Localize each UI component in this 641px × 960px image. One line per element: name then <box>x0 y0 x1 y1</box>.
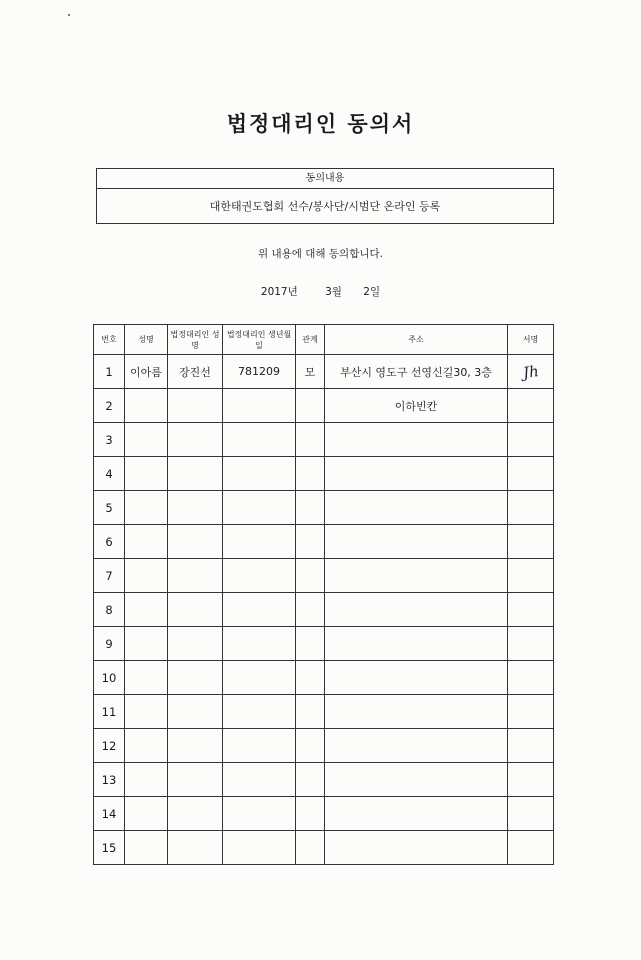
cell-guardian-name <box>168 695 223 729</box>
header-guardian-birth: 법정대리인 생년월일 <box>223 325 296 355</box>
header-signature: 서명 <box>508 325 554 355</box>
table-header-row <box>94 325 554 355</box>
table-row <box>94 559 554 593</box>
cell-signature <box>508 729 554 763</box>
cell-number: 15 <box>94 831 125 865</box>
cell-guardian-birth <box>223 593 296 627</box>
date-year: 2017년 <box>260 286 298 298</box>
cell-signature <box>508 559 554 593</box>
cell-number: 13 <box>94 763 125 797</box>
cell-signature <box>508 627 554 661</box>
cell-signature <box>508 797 554 831</box>
table-row <box>94 389 554 423</box>
table-row <box>94 661 554 695</box>
header-name: 성명 <box>125 325 168 355</box>
document-title: 법정대리인 동의서 <box>226 112 415 136</box>
cell-address <box>325 559 508 593</box>
cell-address <box>325 729 508 763</box>
cell-signature <box>508 355 554 389</box>
cell-guardian-name <box>168 389 223 423</box>
cell-guardian-birth <box>223 491 296 525</box>
cell-guardian-birth <box>223 525 296 559</box>
cell-guardian-birth <box>223 559 296 593</box>
cell-number: 6 <box>94 525 125 559</box>
cell-number: 8 <box>94 593 125 627</box>
cell-number: 5 <box>94 491 125 525</box>
cell-name <box>125 729 168 763</box>
table-row <box>94 627 554 661</box>
cell-relation <box>296 729 325 763</box>
cell-address <box>325 525 508 559</box>
cell-guardian-birth <box>223 627 296 661</box>
header-guardian-name: 법정대리인 성명 <box>168 325 223 355</box>
cell-address <box>325 593 508 627</box>
date-month: 3월 <box>325 286 342 298</box>
date-line <box>0 284 641 299</box>
cell-relation <box>296 423 325 457</box>
scan-speck <box>68 14 70 16</box>
cell-relation <box>296 559 325 593</box>
cell-relation <box>296 661 325 695</box>
cell-relation <box>296 593 325 627</box>
cell-guardian-birth <box>223 695 296 729</box>
cell-name <box>125 661 168 695</box>
cell-address <box>325 695 508 729</box>
cell-name <box>125 389 168 423</box>
cell-number: 12 <box>94 729 125 763</box>
cell-guardian-name <box>168 525 223 559</box>
cell-guardian-birth <box>223 763 296 797</box>
table-row <box>94 457 554 491</box>
cell-name <box>125 559 168 593</box>
cell-signature <box>508 389 554 423</box>
cell-guardian-name <box>168 593 223 627</box>
cell-guardian-birth <box>223 661 296 695</box>
cell-number: 10 <box>94 661 125 695</box>
cell-number: 11 <box>94 695 125 729</box>
header-relation: 관계 <box>296 325 325 355</box>
cell-guardian-birth <box>223 797 296 831</box>
cell-guardian-birth <box>223 457 296 491</box>
cell-name <box>125 695 168 729</box>
consent-header: 동의내용 <box>97 169 553 189</box>
cell-number: 1 <box>94 355 125 389</box>
cell-relation <box>296 525 325 559</box>
cell-relation <box>296 695 325 729</box>
cell-name <box>125 627 168 661</box>
table-row <box>94 729 554 763</box>
cell-number: 14 <box>94 797 125 831</box>
cell-name <box>125 593 168 627</box>
registration-table <box>93 324 554 865</box>
cell-relation: 모 <box>296 355 325 389</box>
cell-number: 7 <box>94 559 125 593</box>
cell-relation <box>296 491 325 525</box>
date-day: 2일 <box>363 286 381 298</box>
cell-signature <box>508 525 554 559</box>
cell-relation <box>296 627 325 661</box>
consent-box <box>96 168 554 224</box>
cell-guardian-name <box>168 559 223 593</box>
cell-number: 9 <box>94 627 125 661</box>
cell-name <box>125 423 168 457</box>
cell-relation <box>296 457 325 491</box>
cell-address <box>325 763 508 797</box>
cell-guardian-birth: 781209 <box>223 355 296 389</box>
cell-guardian-name <box>168 729 223 763</box>
cell-address: 이하빈칸 <box>325 389 508 423</box>
cell-guardian-name: 장진선 <box>168 355 223 389</box>
cell-address <box>325 627 508 661</box>
cell-signature <box>508 593 554 627</box>
consent-body: 대한태권도협회 선수/봉사단/시범단 온라인 등록 <box>209 200 441 213</box>
cell-address <box>325 831 508 865</box>
cell-relation <box>296 763 325 797</box>
cell-signature <box>508 423 554 457</box>
cell-guardian-name <box>168 627 223 661</box>
cell-name <box>125 525 168 559</box>
cell-name: 이아름 <box>125 355 168 389</box>
cell-guardian-name <box>168 491 223 525</box>
table-row <box>94 525 554 559</box>
cell-guardian-name <box>168 763 223 797</box>
cell-address: 부산시 영도구 선영신길30, 3층 <box>325 355 508 389</box>
cell-name <box>125 763 168 797</box>
cell-signature <box>508 763 554 797</box>
agreement-statement: 위 내용에 대해 동의합니다. <box>258 248 383 260</box>
cell-address <box>325 661 508 695</box>
cell-number: 2 <box>94 389 125 423</box>
cell-guardian-name <box>168 423 223 457</box>
cell-name <box>125 797 168 831</box>
cell-signature <box>508 457 554 491</box>
table-row <box>94 695 554 729</box>
header-address: 주소 <box>325 325 508 355</box>
cell-name <box>125 831 168 865</box>
cell-name <box>125 491 168 525</box>
table-row <box>94 491 554 525</box>
cell-guardian-name <box>168 457 223 491</box>
table-row <box>94 355 554 389</box>
cell-name <box>125 457 168 491</box>
cell-relation <box>296 831 325 865</box>
table-row <box>94 423 554 457</box>
cell-guardian-birth <box>223 729 296 763</box>
cell-signature <box>508 831 554 865</box>
cell-guardian-name <box>168 661 223 695</box>
cell-address <box>325 457 508 491</box>
cell-guardian-birth <box>223 831 296 865</box>
cell-relation <box>296 389 325 423</box>
cell-signature <box>508 695 554 729</box>
cell-address <box>325 423 508 457</box>
handwritten-signature: Jh <box>521 361 540 382</box>
cell-number: 3 <box>94 423 125 457</box>
table-row <box>94 593 554 627</box>
cell-address <box>325 491 508 525</box>
cell-guardian-name <box>168 831 223 865</box>
cell-guardian-name <box>168 797 223 831</box>
cell-relation <box>296 797 325 831</box>
table-row <box>94 797 554 831</box>
cell-address <box>325 797 508 831</box>
cell-guardian-birth <box>223 389 296 423</box>
cell-signature <box>508 661 554 695</box>
cell-number: 4 <box>94 457 125 491</box>
cell-signature <box>508 491 554 525</box>
cell-guardian-birth <box>223 423 296 457</box>
table-row <box>94 763 554 797</box>
table-row <box>94 831 554 865</box>
header-number: 번호 <box>94 325 125 355</box>
